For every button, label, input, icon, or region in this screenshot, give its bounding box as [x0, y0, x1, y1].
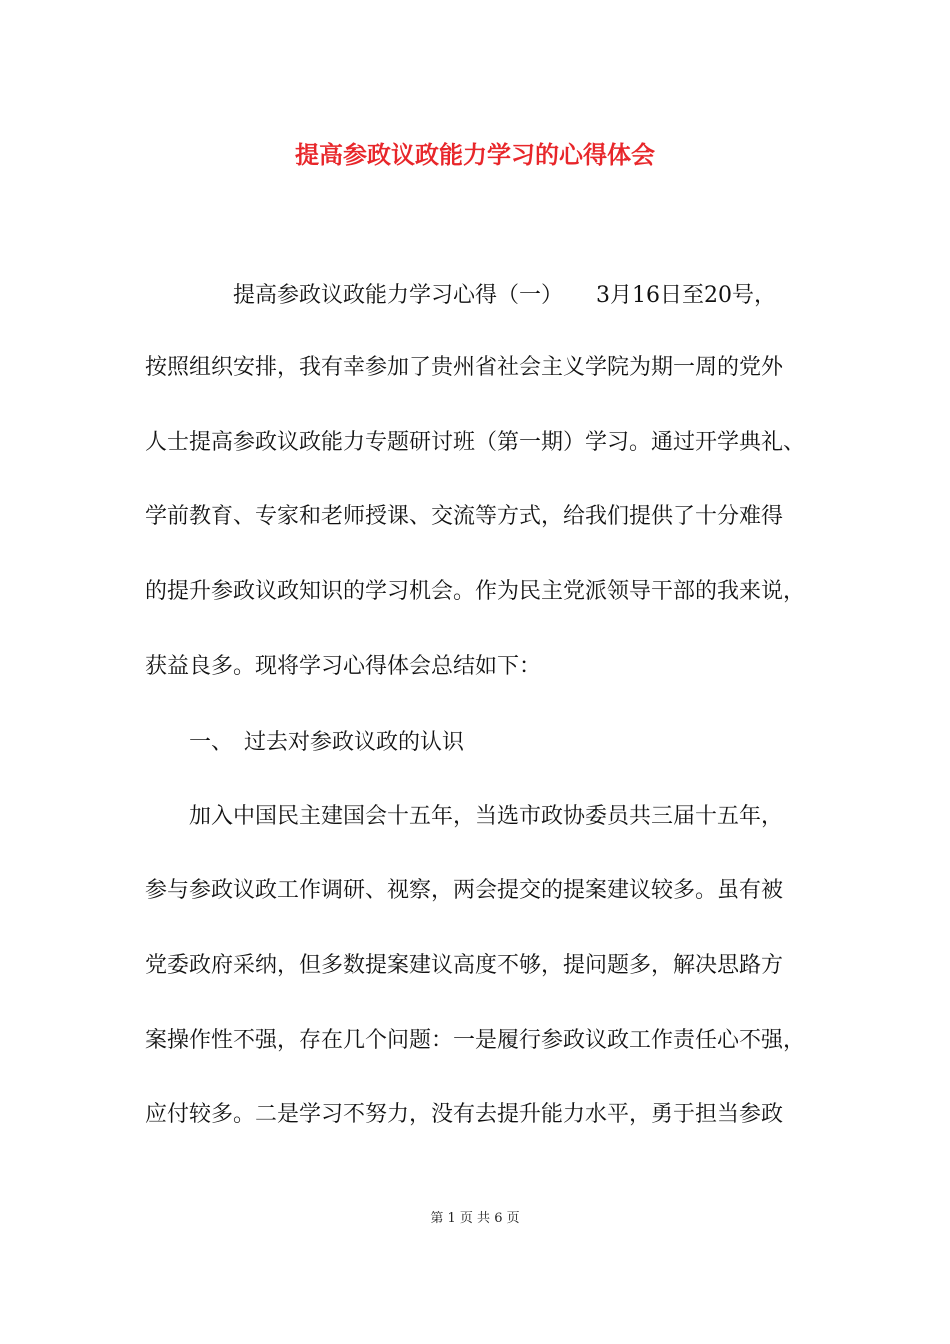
section-heading: 一、 过去对参政议政的认识: [189, 730, 465, 755]
paragraph-line: 案操作性不强，存在几个问题：一是履行参政议政工作责任心不强，: [145, 1028, 806, 1053]
paragraph-line: 参与参政议政工作调研、视察，两会提交的提案建议较多。虽有被: [145, 878, 784, 903]
document-title: 提高参政议政能力学习的心得体会: [295, 140, 655, 169]
paragraph-line: 应付较多。二是学习不努力，没有去提升能力水平，勇于担当参政: [145, 1102, 784, 1127]
paragraph-line: 的提升参政议政知识的学习机会。作为民主党派领导干部的我来说，: [145, 579, 806, 604]
paragraph-line: 人士提高参政议政能力专题研讨班（第一期）学习。通过开学典礼、: [145, 430, 806, 455]
paragraph-line: 提高参政议政能力学习心得（一） 3月16日至20号，: [233, 283, 776, 308]
paragraph-line: 加入中国民主建国会十五年，当选市政协委员共三届十五年，: [189, 804, 784, 829]
paragraph-line: 学前教育、专家和老师授课、交流等方式，给我们提供了十分难得: [145, 504, 784, 529]
paragraph-line: 党委政府采纳，但多数提案建议高度不够，提问题多，解决思路方: [145, 953, 784, 978]
paragraph-line: 获益良多。现将学习心得体会总结如下：: [145, 654, 542, 679]
paragraph-line: 按照组织安排，我有幸参加了贵州省社会主义学院为期一周的党外: [145, 355, 784, 380]
page-number-footer: 第 1 页 共 6 页: [430, 1211, 520, 1226]
